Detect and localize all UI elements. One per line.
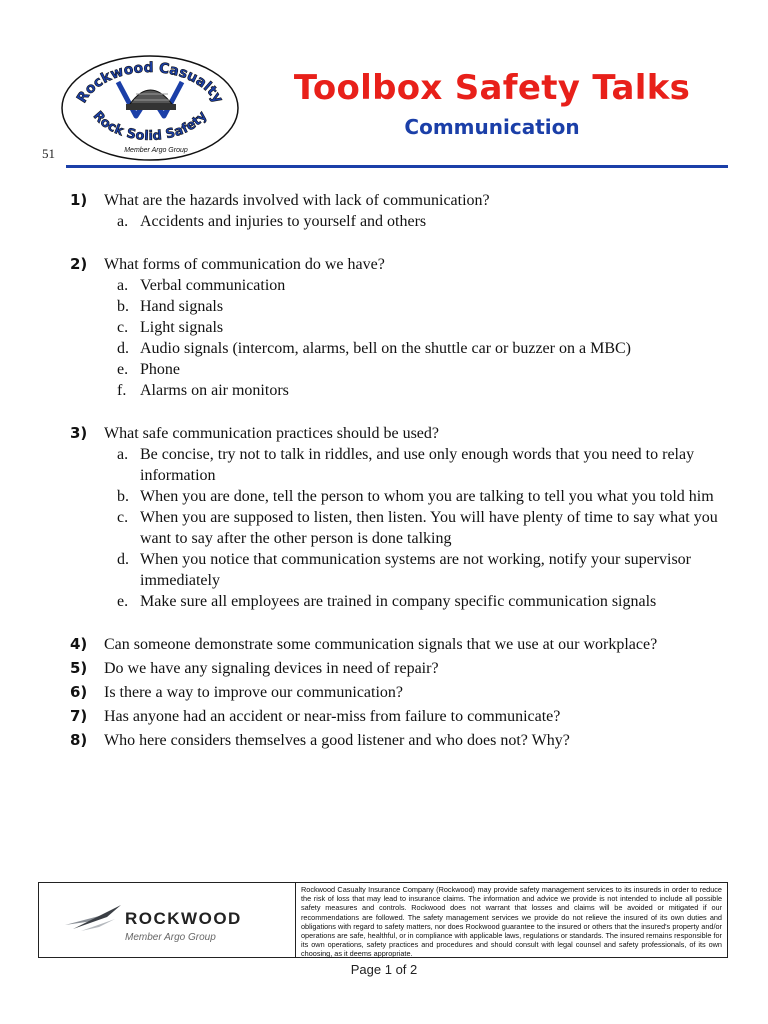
- questions-list: [70, 190, 730, 751]
- answer-item: [70, 549, 730, 591]
- answer-item: [70, 338, 730, 359]
- footer-logo: [39, 883, 296, 957]
- question-text: Has anyone had an accident or near-miss from failure to communicate?: [104, 708, 561, 725]
- answer-item: [70, 211, 730, 232]
- answer-letter: f.: [117, 382, 127, 399]
- page-indicator: Page 1 of 2: [350, 962, 418, 977]
- question-text: Do we have any signaling devices in need of repair?: [104, 660, 439, 677]
- answer-letter: e.: [117, 593, 129, 610]
- answer-letter: a.: [117, 213, 129, 230]
- answer-letter: b.: [117, 298, 129, 315]
- answer-letter: c.: [117, 319, 129, 336]
- question-7: [70, 706, 730, 727]
- answer-letter: d.: [117, 340, 129, 357]
- answer-letter: a.: [117, 277, 129, 294]
- question-text: Can someone demonstrate some communication signals that we use at our workplace?: [104, 636, 658, 653]
- answer-letter: d.: [117, 551, 129, 568]
- logo-member-text: Member Argo Group: [124, 147, 188, 154]
- footer-box: [38, 882, 728, 958]
- question-number: 6): [70, 683, 88, 701]
- rockwood-swoosh-icon: [63, 901, 123, 933]
- answer-item: [70, 275, 730, 296]
- question-3: [70, 423, 730, 444]
- answer-item: [70, 486, 730, 507]
- footer-brand: ROCKWOOD: [125, 909, 242, 928]
- question-number: 7): [70, 707, 88, 725]
- question-text: What are the hazards involved with lack of communication?: [104, 192, 490, 209]
- answer-text: When you notice that communication systems are not working, notify your supervisor immediately: [140, 551, 691, 589]
- question-4: [70, 634, 730, 655]
- rockwood-casualty-logo: [60, 54, 240, 162]
- answer-text: Make sure all employees are trained in company specific communication signals: [140, 593, 657, 610]
- question-number: 3): [70, 424, 88, 442]
- question-text: Who here considers themselves a good listener and who does not? Why?: [104, 732, 570, 749]
- logo-bottom-text: Rock Solid Safety: [89, 108, 211, 144]
- question-text: What forms of communication do we have?: [104, 256, 385, 273]
- answer-text: Phone: [140, 361, 180, 378]
- question-number: 5): [70, 659, 88, 677]
- question-6: [70, 682, 730, 703]
- question-number: 8): [70, 731, 88, 749]
- question-8: [70, 730, 730, 751]
- answer-item: [70, 444, 730, 486]
- answer-text: When you are done, tell the person to whom you are talking to tell you what you told him: [140, 488, 714, 505]
- question-1: [70, 190, 730, 211]
- answer-text: Audio signals (intercom, alarms, bell on the shuttle car or buzzer on a MBC): [140, 340, 631, 357]
- answer-item: [70, 317, 730, 338]
- answer-item: [70, 359, 730, 380]
- answer-text: Verbal communication: [140, 277, 286, 294]
- question-2: [70, 254, 730, 275]
- answer-text: Accidents and injuries to yourself and others: [140, 213, 427, 230]
- question-text: Is there a way to improve our communication?: [104, 684, 404, 701]
- answer-item: [70, 507, 730, 549]
- question-number: 1): [70, 191, 88, 209]
- question-text: What safe communication practices should be used?: [104, 425, 439, 442]
- answer-text: Light signals: [140, 319, 224, 336]
- page-title: Toolbox Safety Talks: [293, 68, 691, 108]
- answer-item: [70, 380, 730, 401]
- answer-letter: a.: [117, 446, 129, 463]
- answer-text: Hand signals: [140, 298, 224, 315]
- header-divider: [66, 165, 728, 168]
- page-subtitle: Communication: [404, 115, 580, 139]
- footer-disclaimer: Rockwood Casualty Insurance Company (Rockwood) may provide safety management services to its insureds in order to reduce the risk of loss that may lead to insurance claims. The information and advice we provide is not intended to include all possible safety measures and controls. Rockwood does not warrant that losses and claims will be avoided or mitigated if our recommendations are followed. The safety management services we provide do not relieve the insured of its own duties and obligations with regard to safety matters, nor does Rockwood guarantee to the insured or others that the insured's property and/or operations are safe, healthful, or in compliance with applicable laws, regulations or standards. The insured remains responsible for its own operations, safety practices and procedures and should consult with legal counsel and safety professionals, of its own choosing, as it deems appropriate.: [301, 885, 722, 959]
- answer-item: [70, 296, 730, 317]
- answer-letter: b.: [117, 488, 129, 505]
- logo-top-text: Rockwood Casualty: [74, 59, 227, 107]
- answer-text: Be concise, try not to talk in riddles, and use only enough words that you need to relay information: [140, 446, 695, 484]
- footer-member-text: Member Argo Group: [125, 932, 216, 943]
- answer-text: Alarms on air monitors: [140, 382, 289, 399]
- answer-letter: e.: [117, 361, 129, 378]
- question-5: [70, 658, 730, 679]
- answer-letter: c.: [117, 509, 129, 526]
- answer-text: When you are supposed to listen, then listen. You will have plenty of time to say what you want to say after the other person is done talking: [140, 509, 718, 547]
- question-number: 2): [70, 255, 88, 273]
- page-number: 51: [42, 146, 55, 161]
- answer-item: [70, 591, 730, 612]
- question-number: 4): [70, 635, 88, 653]
